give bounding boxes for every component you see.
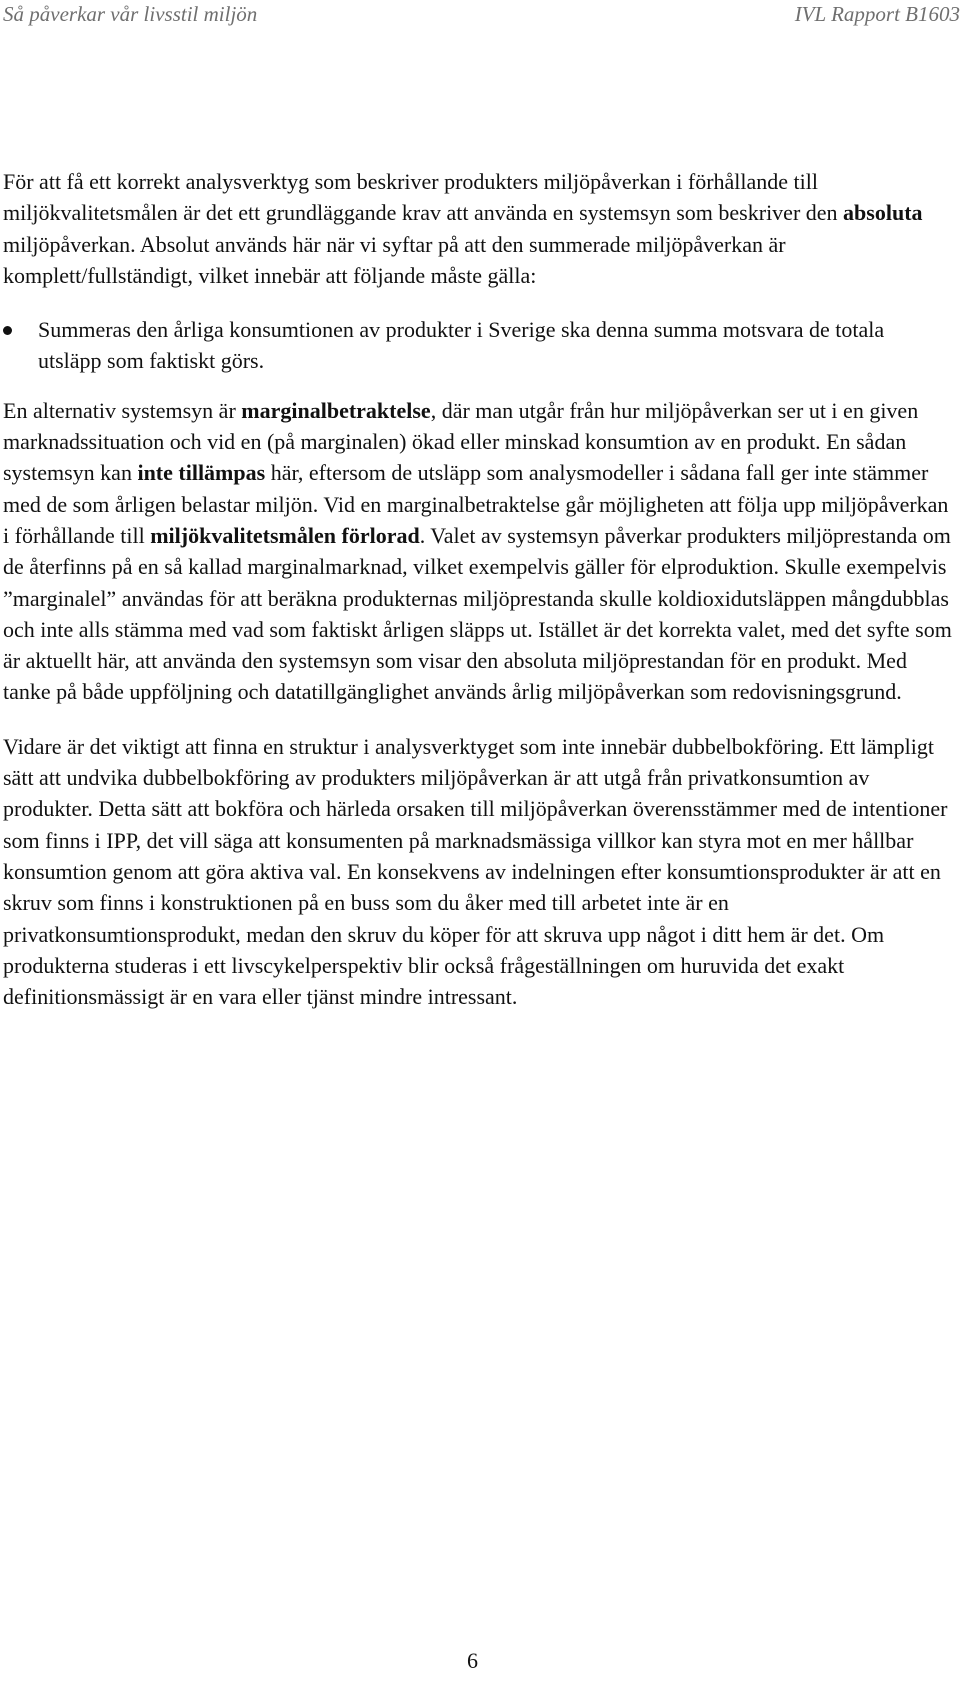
paragraph-structure: Vidare är det viktigt att finna en struktur i analysverktyget som inte innebär dubbelbokföring. Ett lämpligt sätt att undvika dubbelbokföring av produkters miljöpåverkan är att utgå från privatkonsumtion av produkter. Detta sätt att bokföra och härleda orsaken till miljöpåverkan överensstämmer med de intentioner som finns i IPP, det vill säga att konsumenten på marknadsmässiga villkor kan styra mot en mer hållbar konsumtion genom att göra aktiva val. En konsekvens av indelningen efter konsumtionsprodukter är att en skruv som finns i konstruktionen på en buss som du åker med till arbetet inte är en privatkonsumtionsprodukt, medan den skruv du köper för att skruva upp något i ditt hem är det. Om produkterna studeras i ett livscykelperspektiv blir också frågeställningen om huruvida det exakt definitionsmässigt är en vara eller tjänst mindre intressant. [3, 733, 948, 1010]
report-title: Så påverkar vår livsstil miljön [3, 2, 258, 26]
paragraph-marginal-text-3: här, eftersom de utsläpp som analysmodeller i sådana fall ger inte stämmer med de som årligen belastar miljön. Vid en marginalbetraktelse går möjligheten att följa upp miljöpåverkan i förhållande till [3, 460, 949, 548]
bullet-icon [3, 326, 12, 335]
page-number: 6 [467, 1648, 478, 1673]
term-miljokvalitetsmalen-forlorad: miljökvalitetsmålen förlorad [150, 522, 420, 548]
report-id: IVL Rapport B1603 [794, 2, 960, 26]
term-marginalbetraktelse: marginalbetraktelse [241, 397, 431, 423]
requirement-list [3, 314, 953, 377]
paragraph-marginal [3, 395, 953, 708]
term-inte-tillampas: inte tillämpas [137, 460, 266, 486]
document-body [3, 166, 953, 1012]
paragraph-marginal-text-1: En alternativ systemsyn är [3, 397, 242, 423]
page-header [0, 2, 960, 32]
term-absoluta: absoluta [843, 200, 923, 226]
paragraph-intro [3, 166, 953, 291]
paragraph-intro-text-1: För att få ett korrekt analysverktyg som beskriver produkters miljöpåverkan i förhållande till miljökvalitetsmålen är det ett grundläggande krav att använda en systemsyn som beskriver den [3, 169, 844, 226]
paragraph-intro-text-2: miljöpåverkan. Absolut används här när vi syftar på att den summerade miljöpåverkan är komplett/fullständigt, vilket innebär att följande måste gälla: [3, 231, 786, 288]
paragraph-marginal-text-4: . Valet av systemsyn påverkar produkters miljöprestanda om de återfinns på en så kallad marginalmarknad, vilket exempelvis gäller för elproduktion. Skulle exempelvis ”marginalel” användas för att beräkna produkternas miljöprestanda skulle koldioxidutsläppen mångdubblas och inte alls stämma med vad som faktiskt årligen släpps ut. Istället är det korrekta valet, med det syfte som är aktuellt här, att använda den systemsyn som visar den absoluta miljöprestandan för en produkt. Med tanke på både uppföljning och datatillgänglighet används årlig miljöpåverkan som redovisningsgrund. [3, 522, 952, 705]
list-item [3, 314, 953, 377]
paragraph-marginal-text-2: , där man utgår från hur miljöpåverkan ser ut i en given marknadssituation och vid en (på marginalen) ökad eller minskad konsumtion av en produkt. En sådan systemsyn kan [3, 397, 919, 486]
list-item-text: Summeras den årliga konsumtionen av produkter i Sverige ska denna summa motsvara de totala utsläpp som faktiskt görs. [38, 317, 885, 374]
